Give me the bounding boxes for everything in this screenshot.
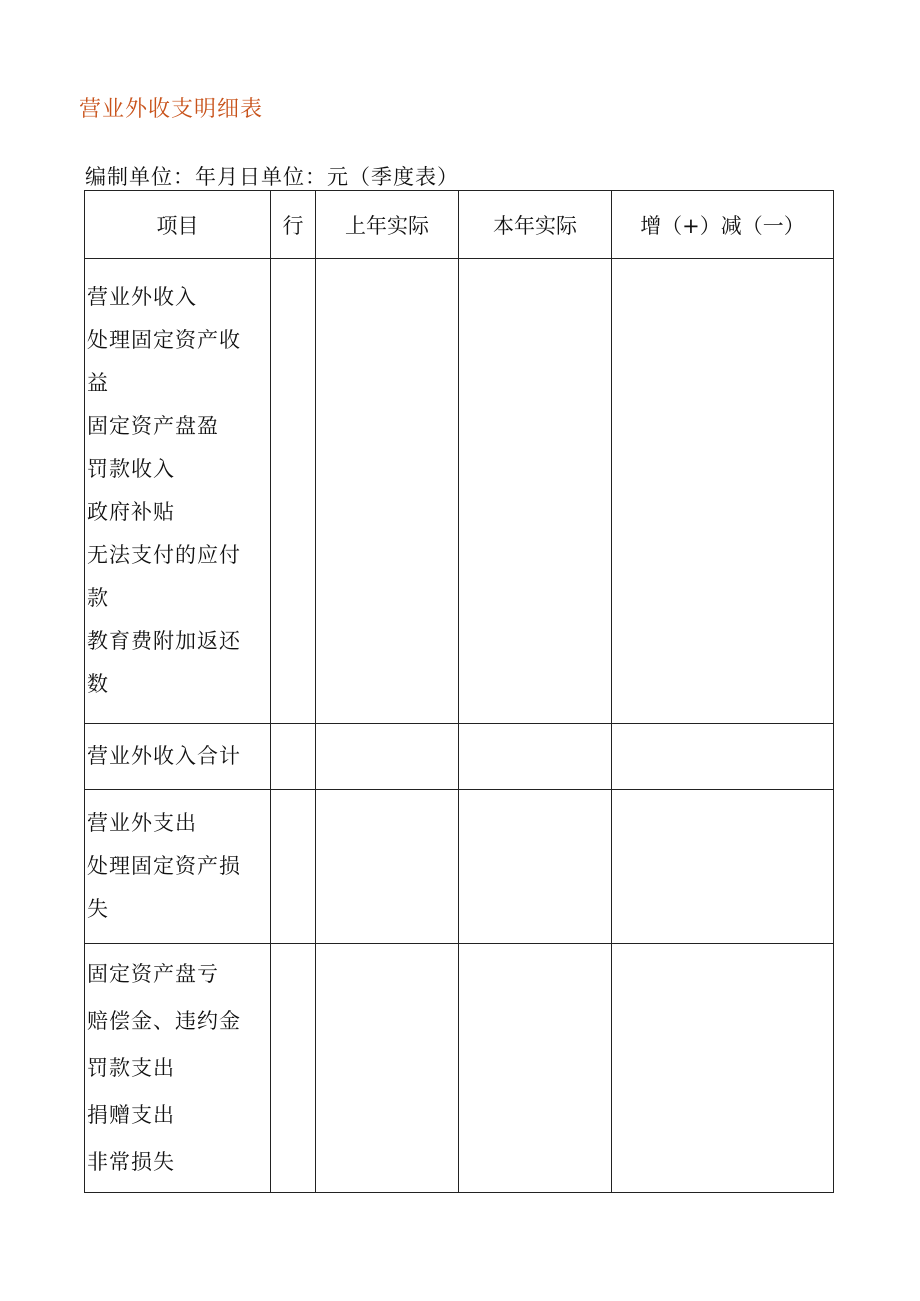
cell-change[interactable] [612, 724, 834, 790]
cell-last-year[interactable] [316, 944, 459, 1193]
item-label: 罚款收入 [87, 457, 175, 481]
item-label: 数 [87, 672, 109, 696]
header-row-no: 行 [271, 191, 316, 259]
cell-row-no[interactable] [271, 790, 316, 944]
item-label: 赔偿金、违约金 [87, 1008, 241, 1033]
cell-row-no[interactable] [271, 259, 316, 724]
cell-row-no[interactable] [271, 724, 316, 790]
item-label: 营业外支出 [87, 811, 197, 835]
table-row [85, 724, 834, 790]
item-label: 无法支付的应付 [87, 543, 241, 567]
header-item: 项目 [85, 191, 271, 259]
cell-this-year[interactable] [459, 724, 612, 790]
cell-this-year[interactable] [459, 259, 612, 724]
row-label [85, 944, 271, 1193]
item-label: 款 [87, 586, 109, 610]
item-label: 固定资产盘盈 [87, 414, 219, 438]
header-last-year: 上年实际 [316, 191, 459, 259]
item-label: 非常损失 [87, 1149, 175, 1174]
item-label: 政府补贴 [87, 500, 175, 524]
detail-table [84, 190, 834, 1193]
item-label: 固定资产盘亏 [87, 961, 219, 986]
row-label [85, 724, 271, 790]
header-row [85, 191, 834, 259]
item-label: 处理固定资产损 [87, 854, 241, 878]
cell-last-year[interactable] [316, 259, 459, 724]
table-row [85, 944, 834, 1193]
cell-this-year[interactable] [459, 944, 612, 1193]
cell-this-year[interactable] [459, 790, 612, 944]
table-row [85, 790, 834, 944]
cell-last-year[interactable] [316, 724, 459, 790]
header-change: 增（+）减（一） [612, 191, 834, 259]
cell-change[interactable] [612, 944, 834, 1193]
header-this-year: 本年实际 [459, 191, 612, 259]
cell-last-year[interactable] [316, 790, 459, 944]
item-label: 营业外收入合计 [87, 744, 241, 768]
item-label: 处理固定资产收 [87, 328, 241, 352]
cell-row-no[interactable] [271, 944, 316, 1193]
item-label: 益 [87, 371, 109, 395]
item-label: 营业外收入 [87, 285, 197, 309]
item-label: 教育费附加返还 [87, 629, 241, 653]
item-label: 罚款支出 [87, 1055, 175, 1080]
cell-change[interactable] [612, 790, 834, 944]
item-label: 捐赠支出 [87, 1102, 175, 1127]
table-row [85, 259, 834, 724]
page-title: 营业外收支明细表 [79, 97, 264, 122]
row-label [85, 259, 271, 724]
cell-change[interactable] [612, 259, 834, 724]
item-label: 失 [87, 897, 109, 921]
unit-line: 编制单位：年月日单位：元（季度表） [85, 165, 459, 189]
row-label [85, 790, 271, 944]
